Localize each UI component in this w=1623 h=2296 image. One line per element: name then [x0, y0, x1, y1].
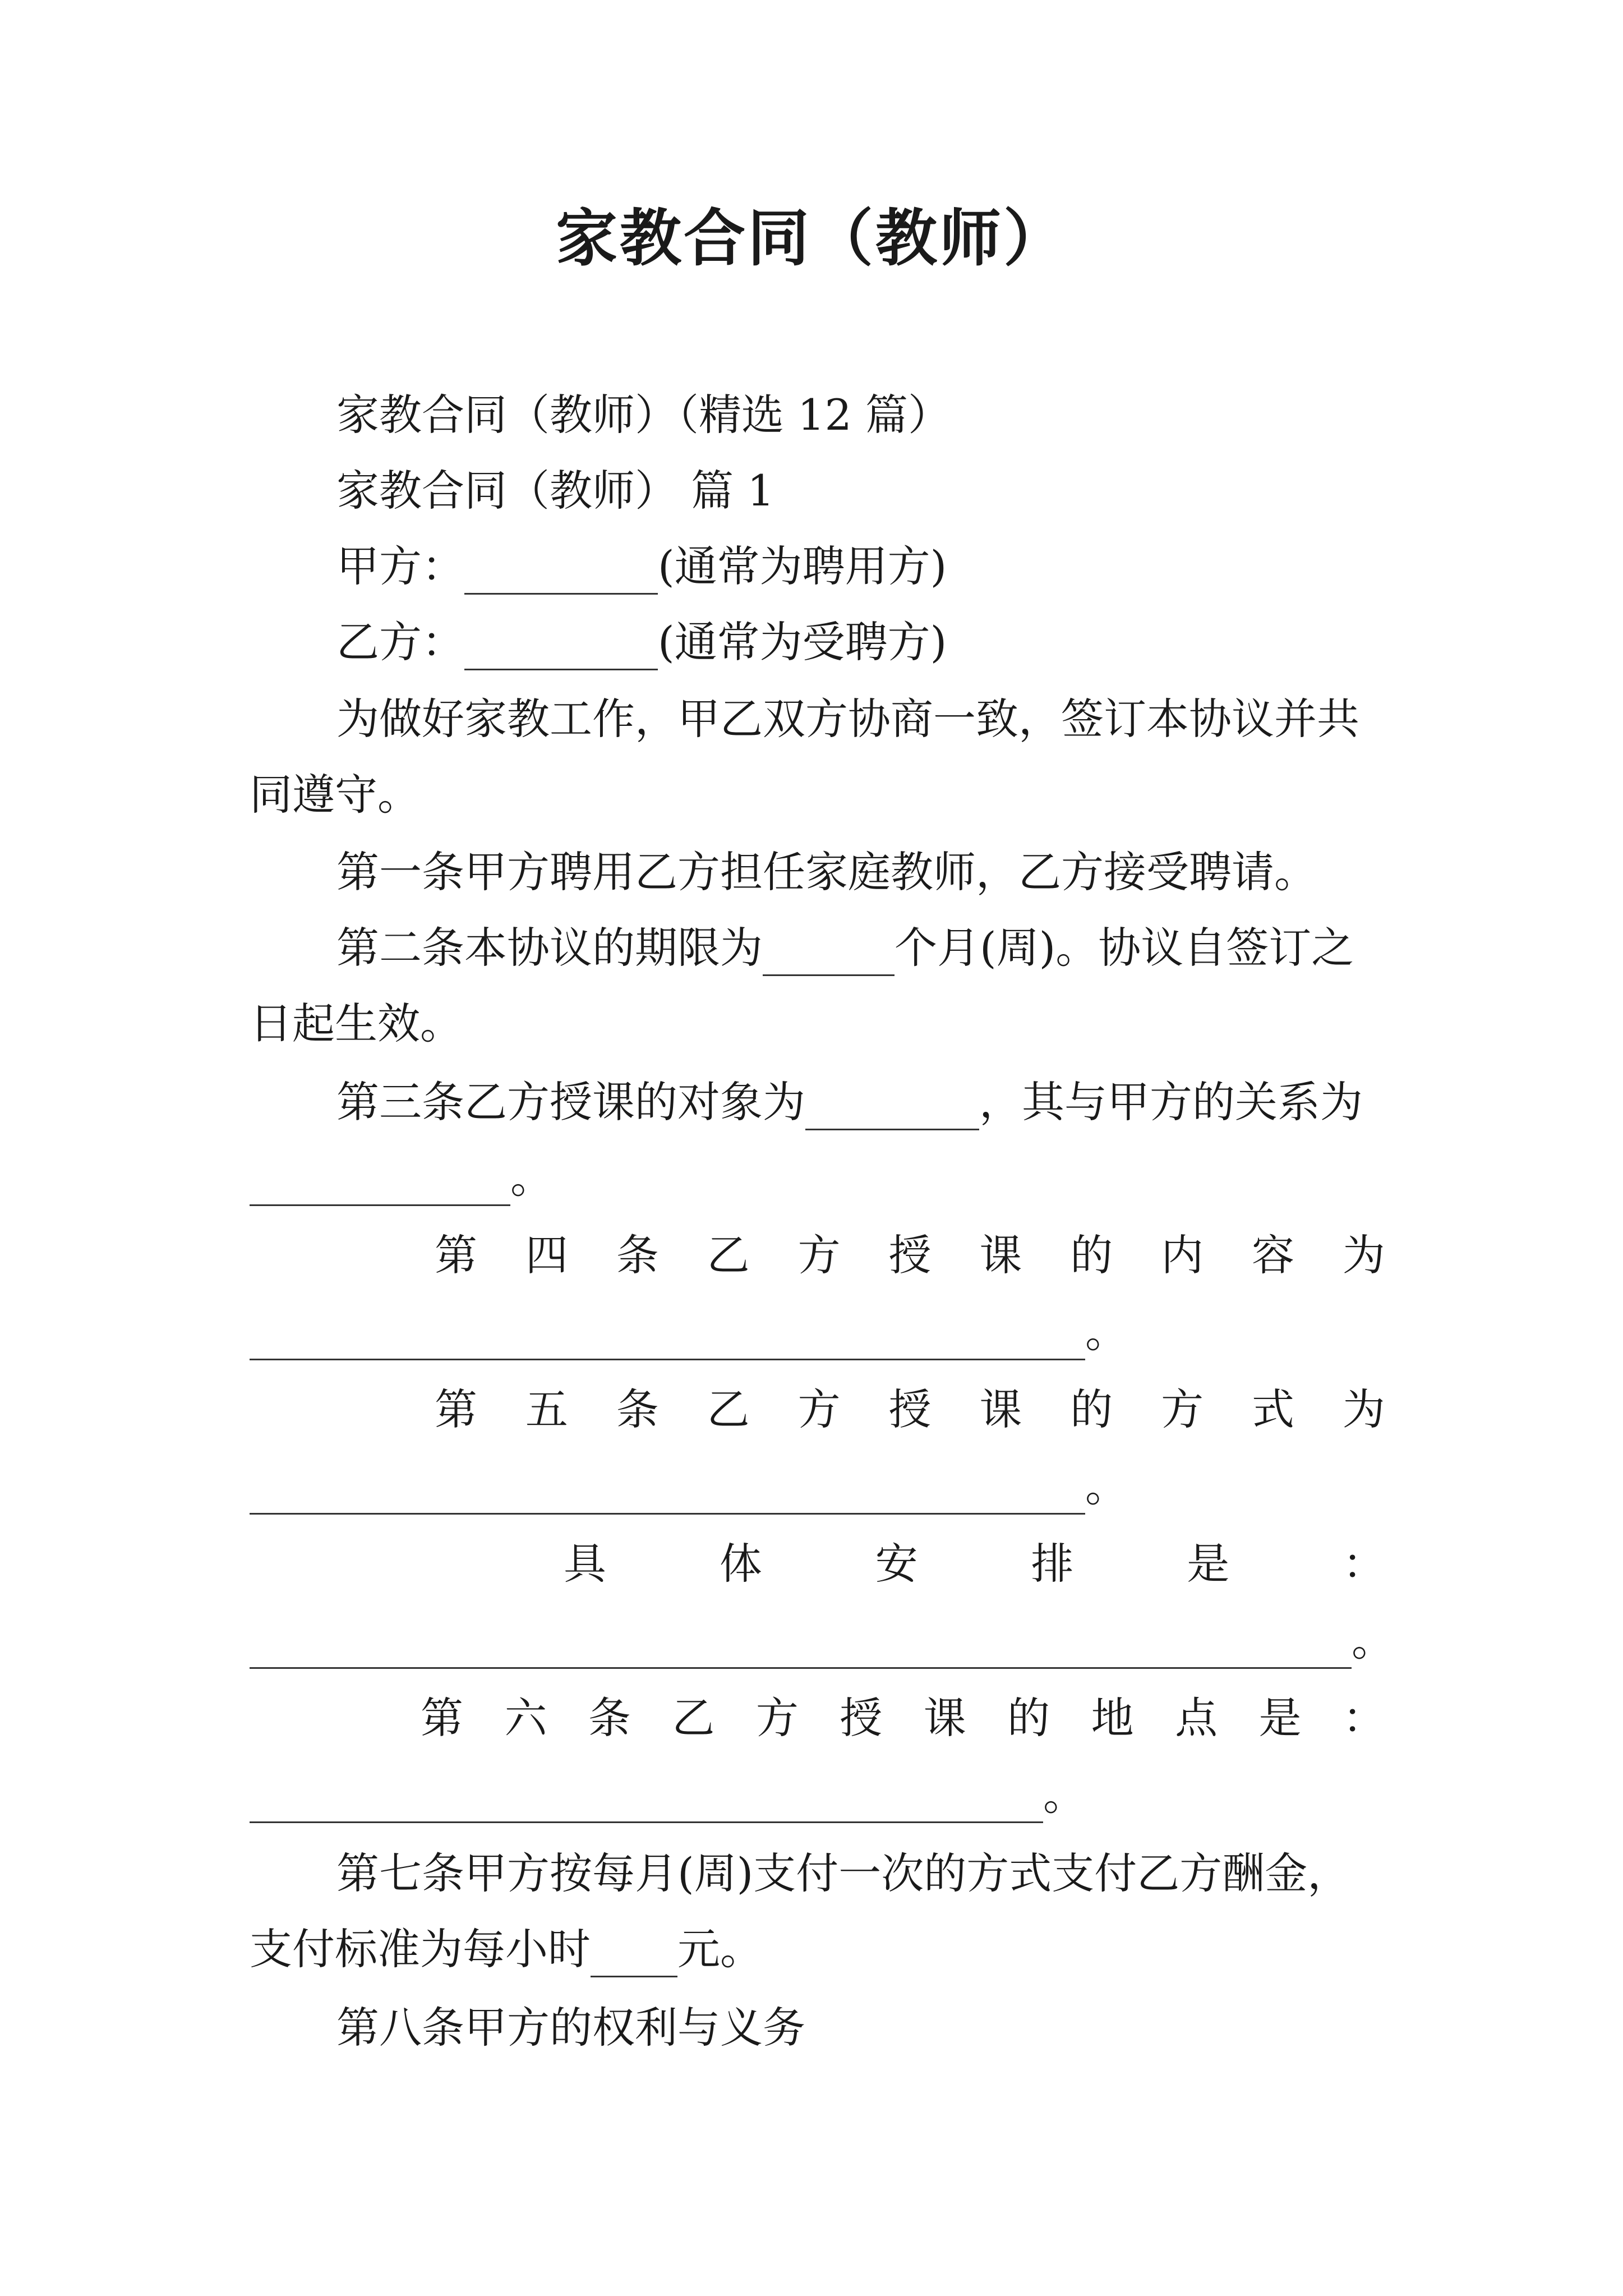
article-6-char: 授 — [840, 1693, 883, 1743]
article-6-line-1 — [421, 1690, 1385, 1746]
article-1: 第一条甲方聘用乙方担任家庭教师，乙方接受聘请。 — [336, 847, 1317, 897]
article-3-end: 。 — [510, 1153, 553, 1203]
student-blank[interactable] — [805, 1084, 979, 1130]
article-5-end: 。 — [1085, 1461, 1128, 1511]
party-b-label: 乙方： — [336, 617, 464, 667]
relationship-blank[interactable] — [250, 1159, 510, 1206]
article-5-char: 第 — [435, 1384, 477, 1434]
arrangement-char: ： — [1342, 1539, 1385, 1589]
article-3-post: ，其与甲方的关系为 — [979, 1077, 1363, 1127]
arrangement-char: 体 — [719, 1539, 762, 1589]
rate-blank[interactable] — [591, 1931, 677, 1977]
article-6-end: 。 — [1043, 1770, 1086, 1820]
article-6-char: 地 — [1091, 1693, 1134, 1743]
article-6-char: 点 — [1175, 1693, 1218, 1743]
article-6-char: 方 — [755, 1693, 799, 1743]
party-a-line — [336, 539, 947, 595]
article-5-char: 为 — [1342, 1384, 1385, 1434]
article-7-line-2 — [250, 1921, 763, 1977]
party-b-line — [336, 614, 947, 670]
article-6-char: 是 — [1258, 1693, 1302, 1743]
article-4-char: 条 — [616, 1230, 659, 1280]
party-a-note: (通常为聘用方) — [658, 541, 947, 591]
party-b-note: (通常为受聘方) — [658, 617, 947, 667]
article-2-post: 个月(周)。协议自签订之 — [895, 923, 1354, 973]
article-4-end: 。 — [1085, 1307, 1128, 1357]
arrangement-end: 。 — [1352, 1616, 1394, 1665]
article-6-char: 课 — [923, 1693, 966, 1743]
article-6-char: 的 — [1007, 1693, 1050, 1743]
article-6-char: ： — [1342, 1693, 1385, 1743]
article-4-char: 四 — [525, 1230, 568, 1280]
article-6-char: 六 — [504, 1693, 547, 1743]
article-4-char: 第 — [435, 1230, 477, 1280]
article-6-char: 第 — [421, 1693, 463, 1743]
party-a-label: 甲方： — [336, 541, 464, 591]
article-8: 第八条甲方的权利与义务 — [336, 2003, 805, 2053]
article-3-line-2 — [250, 1150, 553, 1206]
article-7-pre: 支付标准为每小时 — [250, 1924, 591, 1974]
article-4-line-1 — [435, 1227, 1385, 1283]
intro-line-1: 为做好家教工作，甲乙双方协商一致，签订本协议并共 — [336, 694, 1359, 744]
arrangement-line-1 — [564, 1536, 1385, 1592]
article-4-char: 容 — [1252, 1230, 1295, 1280]
article-2-line-2: 日起生效。 — [250, 999, 463, 1048]
article-5-line-1 — [435, 1382, 1385, 1438]
article-5-char: 授 — [888, 1384, 932, 1434]
article-5-char: 条 — [616, 1384, 659, 1434]
arrangement-char: 具 — [564, 1539, 606, 1589]
article-6-char: 乙 — [672, 1693, 715, 1743]
arrangement-blank[interactable] — [250, 1622, 1352, 1669]
article-6-char: 条 — [588, 1693, 631, 1743]
article-4-char: 授 — [888, 1230, 932, 1280]
article-5-char: 乙 — [707, 1384, 750, 1434]
term-blank[interactable] — [763, 930, 895, 976]
article-4-char: 为 — [1342, 1230, 1385, 1280]
article-5-char: 式 — [1252, 1384, 1295, 1434]
article-5-char: 课 — [979, 1384, 1022, 1434]
article-4-char: 方 — [797, 1230, 841, 1280]
location-blank[interactable] — [250, 1777, 1043, 1823]
article-3-pre: 第三条乙方授课的对象为 — [336, 1077, 805, 1127]
content-blank[interactable] — [250, 1314, 1085, 1360]
method-blank[interactable] — [250, 1468, 1085, 1515]
article-4-char: 的 — [1070, 1230, 1113, 1280]
arrangement-char: 安 — [875, 1539, 918, 1589]
article-4-char: 课 — [979, 1230, 1022, 1280]
article-7-line-1: 第七条甲方按每月(周)支付一次的方式支付乙方酬金， — [336, 1848, 1350, 1898]
party-b-blank[interactable] — [464, 624, 658, 670]
article-5-char: 的 — [1070, 1384, 1113, 1434]
article-2-line-1 — [336, 920, 1354, 976]
article-7-post: 元。 — [677, 1924, 763, 1974]
arrangement-char: 是 — [1187, 1539, 1230, 1589]
article-5-line-2 — [250, 1458, 1128, 1515]
article-4-line-2 — [250, 1304, 1128, 1360]
article-4-char: 内 — [1161, 1230, 1204, 1280]
arrangement-char: 排 — [1031, 1539, 1074, 1589]
article-2-pre: 第二条本协议的期限为 — [336, 923, 763, 973]
party-a-blank[interactable] — [464, 548, 658, 595]
article-5-char: 五 — [525, 1384, 568, 1434]
article-6-line-2 — [250, 1767, 1086, 1823]
article-3-line-1 — [336, 1074, 1363, 1130]
subtitle: 家教合同（教师）（精选 12 篇） — [336, 390, 951, 440]
document-title: 家教合同（教师） — [556, 202, 1067, 274]
intro-line-2: 同遵守。 — [250, 770, 420, 820]
article-5-char: 方 — [797, 1384, 841, 1434]
article-4-char: 乙 — [707, 1230, 750, 1280]
arrangement-line-2 — [250, 1613, 1394, 1669]
section-heading: 家教合同（教师） 篇 1 — [336, 466, 774, 516]
article-5-char: 方 — [1161, 1384, 1204, 1434]
